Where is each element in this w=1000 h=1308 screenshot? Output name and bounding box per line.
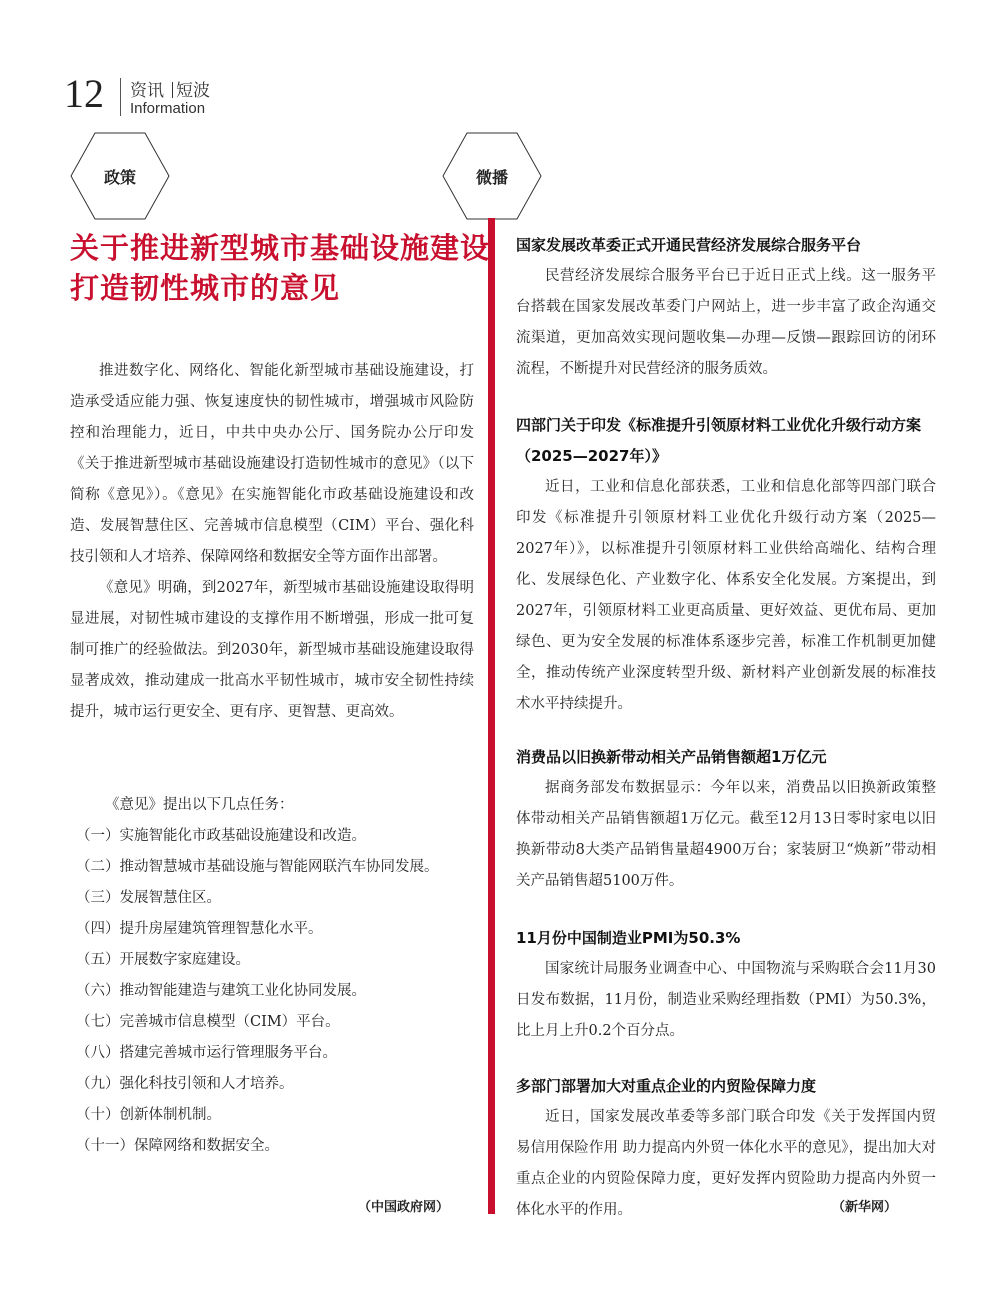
news-title: 多部门部署加大对重点企业的内贸险保障力度 xyxy=(516,1077,817,1095)
news-item xyxy=(516,410,936,720)
task-list xyxy=(76,790,476,1162)
list-item: （四）提升房屋建筑管理智慧化水平。 xyxy=(76,921,323,937)
task-intro: 《意见》提出以下几点任务： xyxy=(105,797,294,813)
policy-paragraph: 推进数字化、网络化、智能化新型城市基础设施建设，打造承受适应能力强、恢复速度快的韧性城市，增强城市风险防控和治理能力，近日，中共中央办公厅、国务院办公厅印发《关于推进新型城市基础设施建设打造韧性城市的意见》（以下简称《意见》）。《意见》在实施智能化市政基础设施建设和改造、发展智慧住区、完善城市信息模型（CIM）平台、强化科技引领和人才培养、保障网络和数据安全等方面作出部署。 xyxy=(70,363,474,565)
list-item: （三）发展智慧住区。 xyxy=(76,890,221,906)
section-category xyxy=(130,76,210,101)
list-item: （二）推动智慧城市基础设施与智能网联汽车协同发展。 xyxy=(76,859,439,875)
list-item: （五）开展数字家庭建设。 xyxy=(76,952,250,968)
list-item: （六）推动智能建造与建筑工业化协同发展。 xyxy=(76,983,366,999)
list-item: （十一）保障网络和数据安全。 xyxy=(76,1138,279,1154)
title-line-2: 打造韧性城市的意见 xyxy=(70,271,341,305)
news-body: 民营经济发展综合服务平台已于近日正式上线。这一服务平台搭载在国家发展改革委门户网站上，进一步丰富了政企沟通交流渠道，更加高效实现问题收集—办理—反馈—跟踪回访的闭环流程，不断提升对民营经济的服务质效。 xyxy=(516,268,936,377)
news-item xyxy=(516,923,936,1047)
news-item xyxy=(516,230,936,385)
news-body: 国家统计局服务业调查中心、中国物流与采购联合会11月30日发布数据，11月份，制造业采购经理指数（PMI）为50.3%，比上月上升0.2个百分点。 xyxy=(516,961,936,1039)
subcategory-label: 短波 xyxy=(176,81,210,101)
news-body: 据商务部发布数据显示：今年以来，消费品以旧换新政策整体带动相关产品销售额超1万亿元。截至12月13日零时家电以旧换新带动8大类产品销售量超4900万台；家装厨卫“焕新”带动相关产品销售超5100万件。 xyxy=(516,780,936,889)
column-divider xyxy=(488,218,495,1214)
policy-paragraph: 《意见》明确，到2027年，新型城市基础设施建设取得明显进展，对韧性城市建设的支撑作用不断增强，形成一批可复制可推广的经验做法。到2030年，新型城市基础设施建设取得显著成效，推动建成一批高水平韧性城市，城市安全韧性持续提升，城市运行更安全、更有序、更智慧、更高效。 xyxy=(70,580,474,720)
news-title: 11月份中国制造业PMI为50.3% xyxy=(516,929,741,947)
news-body: 近日，工业和信息化部获悉，工业和信息化部等四部门联合印发《标准提升引领原材料工业优化升级行动方案（2025—2027年）》，以标准提升引领原材料工业供给高端化、结构合理化、发展绿色化、产业数字化、体系安全化发展。方案提出，到2027年，引领原材料工业更高质量、更好效益、更优布局、更加绿色、更为安全发展的标准体系逐步完善，标准工作机制更加健全，推动传统产业深度转型升级、新材料产业创新发展的标准技术水平持续提升。 xyxy=(516,479,936,712)
title-line-1: 关于推进新型城市基础设施建设 xyxy=(70,231,491,265)
category-divider xyxy=(172,82,173,98)
news-title: 国家发展改革委正式开通民营经济发展综合服务平台 xyxy=(516,236,862,254)
policy-body xyxy=(70,356,474,728)
broadcast-badge-label: 微播 xyxy=(475,167,508,187)
list-item: （九）强化科技引领和人才培养。 xyxy=(76,1076,294,1092)
list-item: （七）完善城市信息模型（CIM）平台。 xyxy=(76,1014,340,1030)
news-source: （新华网） xyxy=(832,1200,898,1215)
header-separator xyxy=(120,78,121,116)
page-number: 12 xyxy=(64,71,104,116)
policy-badge-label: 政策 xyxy=(103,167,136,187)
list-item: （十）创新体制机制。 xyxy=(76,1107,221,1123)
page-title xyxy=(70,228,490,308)
policy-badge xyxy=(70,132,170,220)
news-title: 消费品以旧换新带动相关产品销售额超1万亿元 xyxy=(516,748,827,766)
news-title: 四部门关于印发《标准提升引领原材料工业优化升级行动方案（2025—2027年）》 xyxy=(516,416,922,465)
list-item: （一）实施智能化市政基础设施建设和改造。 xyxy=(76,828,366,844)
broadcast-badge xyxy=(442,132,542,220)
category-english: Information xyxy=(130,100,206,117)
category-label: 资讯 xyxy=(130,81,164,101)
list-item: （八）搭建完善城市运行管理服务平台。 xyxy=(76,1045,337,1061)
policy-source: （中国政府网） xyxy=(358,1200,450,1215)
news-item xyxy=(516,742,936,897)
news-body: 近日，国家发展改革委等多部门联合印发《关于发挥国内贸易信用保险作用 助力提高内外贸一体化水平的意见》，提出加大对重点企业的内贸险保障力度，更好发挥内贸险助力提高内外贸一体化水平的作用。 xyxy=(516,1109,936,1218)
